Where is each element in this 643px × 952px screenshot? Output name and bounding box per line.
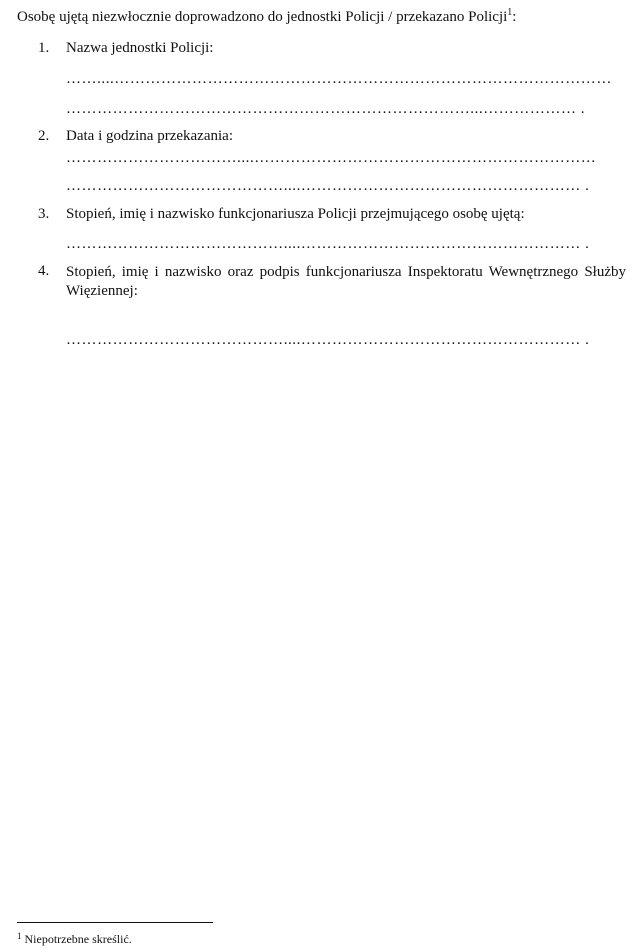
intro-paragraph [17,9,516,26]
item-number: 4. [38,263,50,279]
intro-text: Osobę ujętą niezwłocznie doprowadzono do jednostki Policji / przekazano Policji [17,9,508,25]
footnote-marker: 1 [17,931,22,941]
footnote-separator [17,922,213,923]
footnote-reference: 1 [507,7,513,18]
item-number: 1. [38,40,50,56]
dotted-fill-line: ……………………………....………………………………………………………… [66,150,597,166]
footnote-text: Niepotrzebne skreślić. [21,932,132,946]
dotted-fill-line: ……………………………………....……………………………………………… . [66,236,590,252]
intro-suffix: : [512,9,517,25]
item-label: Data i godzina przekazania: [66,128,233,144]
item-label: Nazwa jednostki Policji: [66,40,214,56]
dotted-fill-line: ……....…………………………………………………………………………………… [66,71,612,87]
item-label: Stopień, imię i nazwisko funkcjonariusza Policji przejmującego osobę ujętą: [66,206,525,222]
dotted-fill-line: ……………………………………………………………………...……………… . [66,101,586,117]
item-label: Stopień, imię i nazwisko oraz podpis funkcjonariusza Inspektoratu Wewnętrznego Służby Więziennej: [66,264,626,299]
item-number: 3. [38,206,50,222]
item-number: 2. [38,128,50,144]
dotted-fill-line: ……………………………………....……………………………………………… . [66,178,590,194]
dotted-fill-line: ……………………………………....……………………………………………… . [66,332,590,348]
footnote [17,932,132,946]
